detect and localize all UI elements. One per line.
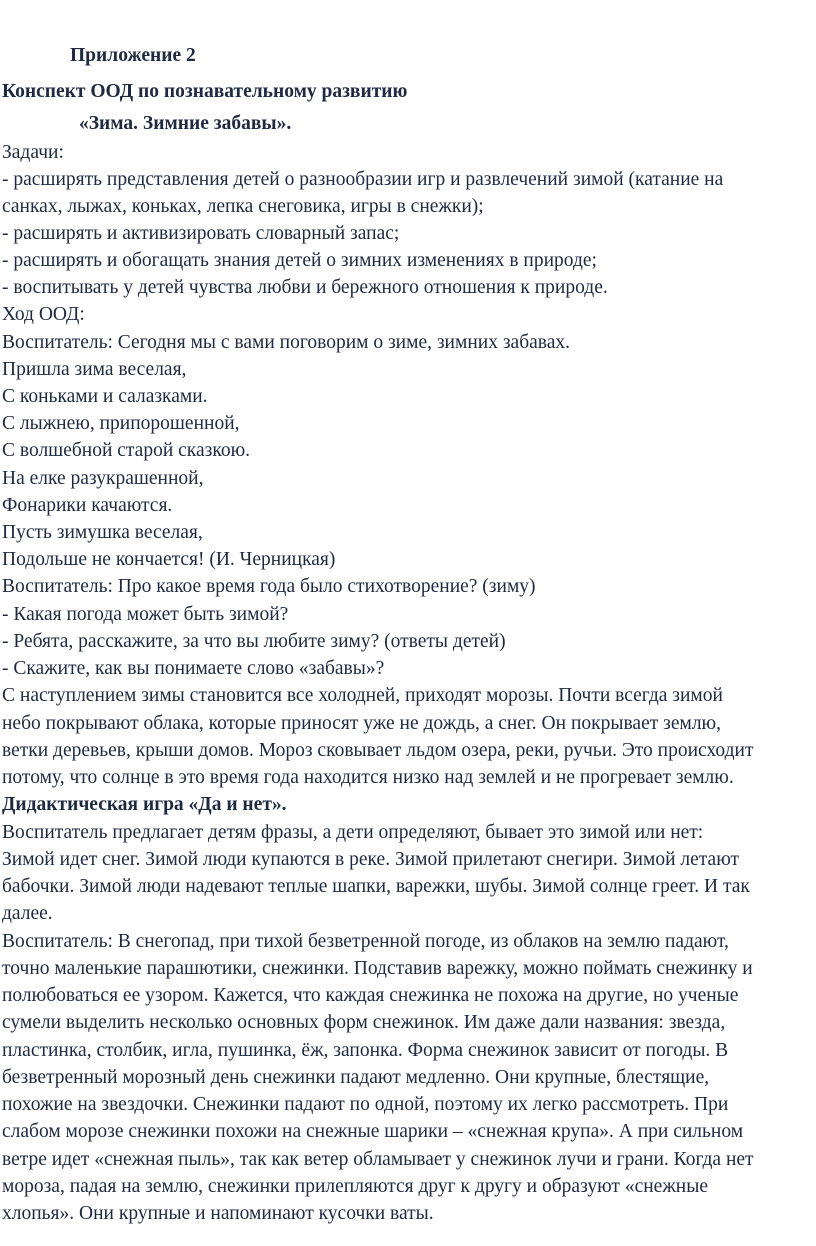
poem-line: Пусть зимушка веселая, xyxy=(2,522,203,543)
task-line: - воспитывать у детей чувства любви и бережного отношения к природе. xyxy=(2,277,608,298)
tasks-heading: Задачи: xyxy=(2,142,64,163)
question-line: - Скажите, как вы понимаете слово «забавы»? xyxy=(2,658,385,679)
poem-line: Фонарики качаются. xyxy=(2,495,173,516)
poem-line: На елке разукрашенной, xyxy=(2,468,204,489)
task-line: - расширять и активизировать словарный запас; xyxy=(2,223,400,244)
poem-line: С волшебной старой сказкою. xyxy=(2,440,251,461)
document-subtitle: «Зима. Зимние забавы». xyxy=(79,113,292,134)
winter-text-line: небо покрывают облака, которые приносят уже не дождь, а снег. Он покрывает землю, xyxy=(2,713,721,734)
winter-text-line: потому, что солнце в это время года находится низко над землей и не прогревает землю. xyxy=(2,767,734,788)
question-line: Воспитатель: Про какое время года было стихотворение? (зиму) xyxy=(2,576,536,597)
snowflake-text-line: мороза, падая на землю, снежинки прилепляются друг к другу и образуют «снежные xyxy=(2,1176,708,1197)
winter-text-line: С наступлением зимы становится все холодней, приходят морозы. Почти всегда зимой xyxy=(2,685,723,706)
task-line: санках, лыжах, коньках, лепка снеговика, игры в снежки); xyxy=(2,196,484,217)
poem-line: С коньками и салазками. xyxy=(2,386,208,407)
snowflake-text-line: похожие на звездочки. Снежинки падают по одной, поэтому их легко рассмотреть. При xyxy=(2,1094,729,1115)
lesson-heading: Ход ООД: xyxy=(2,304,85,325)
snowflake-text-line: сумели выделить несколько основных форм снежинок. Им даже дали названия: звезда, xyxy=(2,1012,726,1033)
poem-line: С лыжнею, припорошенной, xyxy=(2,413,240,434)
snowflake-text-line: Воспитатель: В снегопад, при тихой безветренной погоде, из облаков на землю падают, xyxy=(2,931,729,952)
poem-line: Пришла зима веселая, xyxy=(2,359,187,380)
snowflake-text-line: пластинка, столбик, игла, пушинка, ёж, запонка. Форма снежинок зависит от погоды. В xyxy=(2,1040,729,1061)
snowflake-text-line: слабом морозе снежинки похожи на снежные шарики – «снежная крупа». А при сильном xyxy=(2,1121,744,1142)
game-title: Дидактическая игра «Да и нет». xyxy=(2,794,287,815)
lesson-intro: Воспитатель: Сегодня мы с вами поговорим о зиме, зимних забавах. xyxy=(2,332,570,353)
task-line: - расширять и обогащать знания детей о зимних изменениях в природе; xyxy=(2,250,597,271)
game-text-line: далее. xyxy=(2,903,53,924)
winter-text-line: ветки деревьев, крыши домов. Мороз сковывает льдом озера, реки, ручьи. Это происходит xyxy=(2,740,754,761)
game-text-line: бабочки. Зимой люди надевают теплые шапки, варежки, шубы. Зимой солнце греет. И так xyxy=(2,876,750,897)
snowflake-text-line: полюбоваться ее узором. Кажется, что каждая снежинка не похожа на другие, но ученые xyxy=(2,985,739,1006)
task-line: - расширять представления детей о разнообразии игр и развлечений зимой (катание на xyxy=(2,169,724,190)
snowflake-text-line: ветре идет «снежная пыль», так как ветер обламывает у снежинок лучи и грани. Когда нет xyxy=(2,1149,754,1170)
snowflake-text-line: безветренный морозный день снежинки падают медленно. Они крупные, блестящие, xyxy=(2,1067,710,1088)
question-line: - Какая погода может быть зимой? xyxy=(2,604,289,625)
snowflake-text-line: хлопья». Они крупные и напоминают кусочки ваты. xyxy=(2,1203,434,1224)
question-line: - Ребята, расскажите, за что вы любите зиму? (ответы детей) xyxy=(2,631,506,652)
appendix-label: Приложение 2 xyxy=(70,45,196,66)
snowflake-text-line: точно маленькие парашютики, снежинки. Подставив варежку, можно поймать снежинку и xyxy=(2,958,753,979)
poem-line: Подольше не кончается! (И. Черницкая) xyxy=(2,549,336,570)
document-title: Конспект ООД по познавательному развитию xyxy=(2,81,408,102)
game-text-line: Воспитатель предлагает детям фразы, а дети определяют, бывает это зимой или нет: xyxy=(2,822,704,843)
game-text-line: Зимой идет снег. Зимой люди купаются в реке. Зимой прилетают снегири. Зимой летают xyxy=(2,849,740,870)
